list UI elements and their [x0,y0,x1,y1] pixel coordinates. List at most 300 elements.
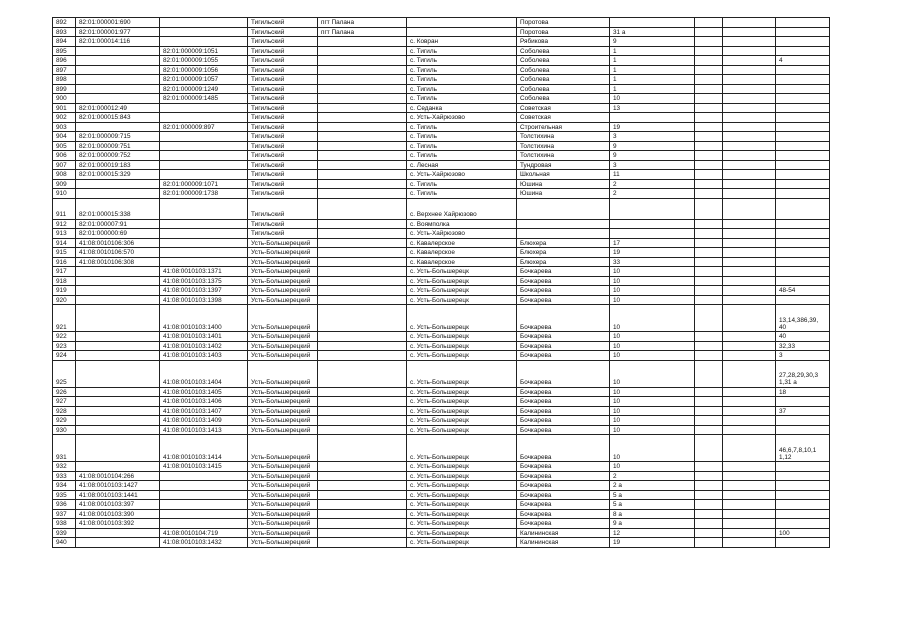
row-number-cell: 928 [53,406,76,416]
row-number-cell: 900 [53,94,76,104]
note-cell [776,500,830,510]
apartment-cell [695,528,723,538]
cadastral-room-cell: 41:08:0010103:1400 [160,305,248,332]
cadastral-room-cell: 41:08:0010103:1406 [160,397,248,407]
cadastral-room-cell: 41:08:0010103:1402 [160,341,248,351]
settlement-cell [318,37,407,47]
cadastral-number-cell [76,286,160,296]
table-row [53,257,830,267]
street-cell: Бочкарева [517,360,610,387]
apartment-cell [695,18,723,28]
cadastral-number-cell [76,46,160,56]
cadastral-room-cell [160,141,248,151]
house-cell [610,18,695,28]
settlement-cell [318,122,407,132]
table-row [53,519,830,529]
note-cell [776,219,830,229]
note-cell: 37 [776,406,830,416]
cadastral-room-cell [160,170,248,180]
row-number-cell: 917 [53,267,76,277]
cadastral-number-cell [76,65,160,75]
apartment-cell [695,435,723,462]
table-row [53,170,830,180]
street-cell: Толстихина [517,132,610,142]
extra-cell [723,519,776,529]
row-number-cell: 923 [53,341,76,351]
table-row [53,332,830,342]
cadastral-room-cell: 82:01:000009:1057 [160,75,248,85]
settlement-cell [318,65,407,75]
cadastral-number-cell: 82:01:000001:977 [76,27,160,37]
cadastral-room-cell: 41:08:0010103:1398 [160,295,248,305]
village-cell: с. Тигиль [407,151,517,161]
district-cell: Тигильский [248,18,318,28]
district-cell: Усть-Большерецкий [248,397,318,407]
district-cell: Усть-Большерецкий [248,481,318,491]
cadastral-room-cell [160,132,248,142]
apartment-cell [695,27,723,37]
district-cell: Усть-Большерецкий [248,490,318,500]
note-cell [776,46,830,56]
note-cell [776,189,830,199]
apartment-cell [695,276,723,286]
cadastral-number-cell [76,360,160,387]
cadastral-number-cell [76,84,160,94]
extra-cell [723,397,776,407]
settlement-cell [318,435,407,462]
house-cell: 1 [610,56,695,66]
apartment-cell [695,286,723,296]
village-cell: с. Ковран [407,37,517,47]
table-row [53,435,830,462]
row-number-cell: 935 [53,490,76,500]
cadastral-number-cell [76,425,160,435]
table-row [53,509,830,519]
note-cell: 27,28,29,30,3 1,31 а [776,360,830,387]
district-cell: Тигильский [248,132,318,142]
extra-cell [723,528,776,538]
district-cell: Усть-Большерецкий [248,286,318,296]
row-number-cell: 919 [53,286,76,296]
cadastral-number-cell [76,189,160,199]
house-cell: 33 [610,257,695,267]
extra-cell [723,179,776,189]
row-number-cell: 905 [53,141,76,151]
house-cell: 10 [610,351,695,361]
table-row [53,425,830,435]
district-cell: Усть-Большерецкий [248,471,318,481]
village-cell: с. Усть-Большерецк [407,416,517,426]
house-cell: 19 [610,248,695,258]
village-cell: с. Усть-Большерецк [407,387,517,397]
row-number-cell: 918 [53,276,76,286]
cadastral-number-cell [76,94,160,104]
note-cell [776,416,830,426]
row-number-cell: 937 [53,509,76,519]
cadastral-number-cell: 82:01:000009:752 [76,151,160,161]
village-cell: с. Усть-Большерецк [407,481,517,491]
cadastral-number-cell: 82:01:000015:843 [76,113,160,123]
apartment-cell [695,189,723,199]
extra-cell [723,351,776,361]
table-row [53,46,830,56]
apartment-cell [695,351,723,361]
district-cell: Тигильский [248,94,318,104]
village-cell: с. Усть-Большерецк [407,519,517,529]
note-cell: 3 [776,351,830,361]
village-cell: с. Усть-Большерецк [407,341,517,351]
house-cell: 9 [610,141,695,151]
table-row [53,122,830,132]
village-cell: с. Тигиль [407,94,517,104]
street-cell: Бочкарева [517,267,610,277]
apartment-cell [695,462,723,472]
table-row [53,94,830,104]
street-cell: Блюхера [517,248,610,258]
note-cell [776,471,830,481]
district-cell: Усть-Большерецкий [248,351,318,361]
cadastral-number-cell [76,332,160,342]
cadastral-room-cell [160,37,248,47]
extra-cell [723,481,776,491]
apartment-cell [695,397,723,407]
row-number-cell: 915 [53,248,76,258]
row-number-cell: 922 [53,332,76,342]
note-cell [776,103,830,113]
village-cell: с. Усть-Большерецк [407,538,517,548]
apartment-cell [695,198,723,219]
house-cell [610,219,695,229]
house-cell: 10 [610,360,695,387]
row-number-cell: 927 [53,397,76,407]
note-cell [776,75,830,85]
cadastral-number-cell: 41:08:0010106:570 [76,248,160,258]
extra-cell [723,189,776,199]
cadastral-room-cell [160,519,248,529]
row-number-cell: 895 [53,46,76,56]
house-cell: 10 [610,406,695,416]
table-row [53,248,830,258]
note-cell [776,65,830,75]
village-cell: с. Тигиль [407,56,517,66]
cadastral-room-cell [160,248,248,258]
cadastral-room-cell: 41:08:0010103:1415 [160,462,248,472]
street-cell: Соболева [517,56,610,66]
street-cell: Соболева [517,65,610,75]
row-number-cell: 906 [53,151,76,161]
settlement-cell [318,248,407,258]
apartment-cell [695,305,723,332]
row-number-cell: 934 [53,481,76,491]
street-cell: Тундровая [517,160,610,170]
house-cell: 10 [610,267,695,277]
row-number-cell: 903 [53,122,76,132]
street-cell: Бочкарева [517,332,610,342]
table-row [53,462,830,472]
apartment-cell [695,387,723,397]
settlement-cell [318,305,407,332]
village-cell: с. Тигиль [407,189,517,199]
house-cell: 31 а [610,27,695,37]
cadastral-room-cell [160,219,248,229]
note-cell [776,37,830,47]
apartment-cell [695,332,723,342]
note-cell [776,397,830,407]
row-number-cell: 926 [53,387,76,397]
settlement-cell [318,490,407,500]
district-cell: Усть-Большерецкий [248,406,318,416]
street-cell: Бочкарева [517,490,610,500]
extra-cell [723,132,776,142]
row-number-cell: 940 [53,538,76,548]
village-cell: с. Усть-Большерецк [407,397,517,407]
extra-cell [723,18,776,28]
note-cell: 48-54 [776,286,830,296]
house-cell: 1 [610,65,695,75]
street-cell: Бочкарева [517,462,610,472]
district-cell: Усть-Большерецкий [248,341,318,351]
apartment-cell [695,341,723,351]
cadastral-room-cell [160,18,248,28]
extra-cell [723,37,776,47]
street-cell: Советская [517,103,610,113]
settlement-cell [318,462,407,472]
cadastral-room-cell: 82:01:000009:1738 [160,189,248,199]
table-row [53,189,830,199]
cadastral-room-cell: 41:08:0010104:719 [160,528,248,538]
extra-cell [723,248,776,258]
village-cell: с. Усть-Хайрюзово [407,113,517,123]
district-cell: Усть-Большерецкий [248,462,318,472]
apartment-cell [695,295,723,305]
note-cell [776,132,830,142]
district-cell: Усть-Большерецкий [248,295,318,305]
table-row [53,160,830,170]
village-cell: с. Усть-Большерецк [407,406,517,416]
note-cell [776,519,830,529]
apartment-cell [695,490,723,500]
settlement-cell [318,141,407,151]
district-cell: Усть-Большерецкий [248,416,318,426]
extra-cell [723,219,776,229]
table-row [53,151,830,161]
street-cell: Бочкарева [517,305,610,332]
extra-cell [723,286,776,296]
house-cell [610,198,695,219]
cadastral-number-cell: 41:08:0010104:266 [76,471,160,481]
cadastral-number-cell [76,305,160,332]
street-cell: Поротова [517,18,610,28]
cadastral-room-cell [160,481,248,491]
settlement-cell [318,56,407,66]
table-row [53,538,830,548]
extra-cell [723,56,776,66]
cadastral-room-cell: 41:08:0010103:1414 [160,435,248,462]
table-row [53,84,830,94]
note-cell: 4 [776,56,830,66]
house-cell: 8 а [610,509,695,519]
row-number-cell: 916 [53,257,76,267]
extra-cell [723,170,776,180]
settlement-cell [318,257,407,267]
extra-cell [723,387,776,397]
house-cell: 9 [610,151,695,161]
settlement-cell [318,94,407,104]
extra-cell [723,65,776,75]
extra-cell [723,538,776,548]
apartment-cell [695,65,723,75]
note-cell [776,538,830,548]
district-cell: Усть-Большерецкий [248,425,318,435]
village-cell: с. Кавалерское [407,238,517,248]
settlement-cell [318,360,407,387]
note-cell [776,276,830,286]
village-cell: с. Тигиль [407,179,517,189]
cadastral-number-cell: 82:01:000009:715 [76,132,160,142]
extra-cell [723,416,776,426]
house-cell: 19 [610,122,695,132]
street-cell: Бочкарева [517,481,610,491]
cadastral-room-cell [160,500,248,510]
row-number-cell: 911 [53,198,76,219]
extra-cell [723,406,776,416]
note-cell [776,170,830,180]
extra-cell [723,500,776,510]
table-row [53,27,830,37]
row-number-cell: 929 [53,416,76,426]
table-row [53,219,830,229]
district-cell: Усть-Большерецкий [248,528,318,538]
extra-cell [723,103,776,113]
village-cell: с. Кавалерское [407,248,517,258]
cadastral-room-cell: 41:08:0010103:1401 [160,332,248,342]
cadastral-room-cell: 82:01:000009:1249 [160,84,248,94]
cadastral-room-cell: 41:08:0010103:1371 [160,267,248,277]
settlement-cell [318,425,407,435]
house-cell: 10 [610,332,695,342]
row-number-cell: 910 [53,189,76,199]
cadastral-room-cell: 41:08:0010103:1432 [160,538,248,548]
house-cell: 1 [610,84,695,94]
district-cell: Усть-Большерецкий [248,435,318,462]
cadastral-number-cell: 41:08:0010103:390 [76,509,160,519]
house-cell: 11 [610,170,695,180]
extra-cell [723,160,776,170]
settlement-cell [318,189,407,199]
house-cell: 10 [610,295,695,305]
street-cell: Толстихина [517,141,610,151]
extra-cell [723,360,776,387]
note-cell: 100 [776,528,830,538]
row-number-cell: 930 [53,425,76,435]
table-row [53,141,830,151]
street-cell: Блюхера [517,238,610,248]
street-cell: Бочкарева [517,406,610,416]
table-row [53,37,830,47]
house-cell: 10 [610,397,695,407]
district-cell: Тигильский [248,219,318,229]
note-cell [776,27,830,37]
village-cell: с. Усть-Хайрюзово [407,170,517,180]
cadastral-room-cell [160,27,248,37]
extra-cell [723,151,776,161]
apartment-cell [695,132,723,142]
settlement-cell [318,179,407,189]
district-cell: Тигильский [248,103,318,113]
cadastral-room-cell: 82:01:000009:1485 [160,94,248,104]
note-cell [776,198,830,219]
apartment-cell [695,113,723,123]
apartment-cell [695,94,723,104]
table-row [53,305,830,332]
row-number-cell: 932 [53,462,76,472]
district-cell: Тигильский [248,122,318,132]
cadastral-room-cell: 41:08:0010103:1407 [160,406,248,416]
house-cell: 10 [610,305,695,332]
note-cell [776,229,830,239]
village-cell: с. Седанка [407,103,517,113]
table-body [53,18,830,548]
extra-cell [723,490,776,500]
apartment-cell [695,160,723,170]
settlement-cell [318,397,407,407]
cadastral-number-cell [76,295,160,305]
house-cell: 2 [610,179,695,189]
settlement-cell [318,528,407,538]
district-cell: Усть-Большерецкий [248,248,318,258]
house-cell [610,113,695,123]
row-number-cell: 909 [53,179,76,189]
settlement-cell [318,286,407,296]
extra-cell [723,113,776,123]
extra-cell [723,332,776,342]
settlement-cell [318,295,407,305]
table-row [53,295,830,305]
village-cell: с. Кавалерское [407,257,517,267]
district-cell: Тигильский [248,37,318,47]
village-cell: с. Усть-Большерецк [407,425,517,435]
village-cell: с. Верхнее Хайрюзово [407,198,517,219]
house-cell: 19 [610,538,695,548]
apartment-cell [695,122,723,132]
registry-table [52,17,830,548]
cadastral-number-cell [76,276,160,286]
district-cell: Усть-Большерецкий [248,305,318,332]
note-cell [776,84,830,94]
cadastral-number-cell: 41:08:0010103:1441 [76,490,160,500]
table-row [53,75,830,85]
table-row [53,198,830,219]
table-row [53,481,830,491]
settlement-cell [318,387,407,397]
note-cell [776,425,830,435]
cadastral-room-cell [160,509,248,519]
table-row [53,113,830,123]
row-number-cell: 925 [53,360,76,387]
settlement-cell [318,198,407,219]
note-cell: 46,6,7,8,10,1 1,12 [776,435,830,462]
street-cell: Бочкарева [517,471,610,481]
apartment-cell [695,219,723,229]
table-row [53,360,830,387]
district-cell: Тигильский [248,229,318,239]
note-cell: 32,33 [776,341,830,351]
district-cell: Тигильский [248,113,318,123]
apartment-cell [695,141,723,151]
cadastral-room-cell [160,229,248,239]
cadastral-room-cell [160,151,248,161]
row-number-cell: 912 [53,219,76,229]
